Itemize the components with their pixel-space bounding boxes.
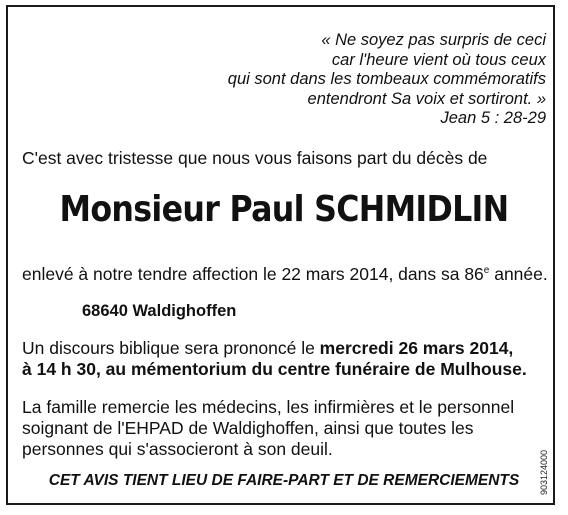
death-text: enlevé à notre tendre affection le 22 mars 2014, dans sa 86 <box>22 264 484 284</box>
closing-notice: CET AVIS TIENT LIEU DE FAIRE-PART ET DE REMERCIEMENTS <box>48 472 520 489</box>
reference-number: 903124000 <box>539 449 549 495</box>
ceremony-date: mercredi 26 mars 2014, <box>319 338 514 358</box>
quote-line: car l'heure vient où tous ceux <box>331 50 546 69</box>
thanks-paragraph <box>22 397 514 460</box>
ceremony-line-1 <box>22 338 527 359</box>
ceremony-paragraph <box>22 338 527 380</box>
death-text-end: année. <box>489 264 548 284</box>
thanks-line: personnes qui s'associeront à son deuil. <box>22 439 333 459</box>
quote-line: entendront Sa voix et sortiront. » <box>307 89 546 108</box>
death-statement <box>22 264 548 285</box>
quote-line: « Ne soyez pas surpris de ceci <box>321 31 546 49</box>
ceremony-time-place: à 14 h 30, au mémentorium du centre funéraire de Mulhouse. <box>22 359 527 379</box>
thanks-line: soignant de l'EHPAD de Waldighoffen, ainsi que toutes les <box>22 418 474 438</box>
ceremony-lead: Un discours biblique sera prononcé le <box>22 338 320 358</box>
quote-line: qui sont dans les tombeaux commémoratifs <box>227 70 546 88</box>
town: 68640 Waldighoffen <box>82 302 237 320</box>
ceremony-line-2 <box>22 359 527 380</box>
quote-reference: Jean 5 : 28-29 <box>440 109 546 127</box>
thanks-line: La famille remercie les médecins, les infirmières et le personnel <box>22 397 515 417</box>
ordinal-suffix: e <box>483 265 490 276</box>
intro-text: C'est avec tristesse que nous vous faisons part du décès de <box>22 148 488 168</box>
deceased-name: Monsieur Paul SCHMIDLIN <box>59 189 509 230</box>
bible-quote <box>228 31 546 129</box>
